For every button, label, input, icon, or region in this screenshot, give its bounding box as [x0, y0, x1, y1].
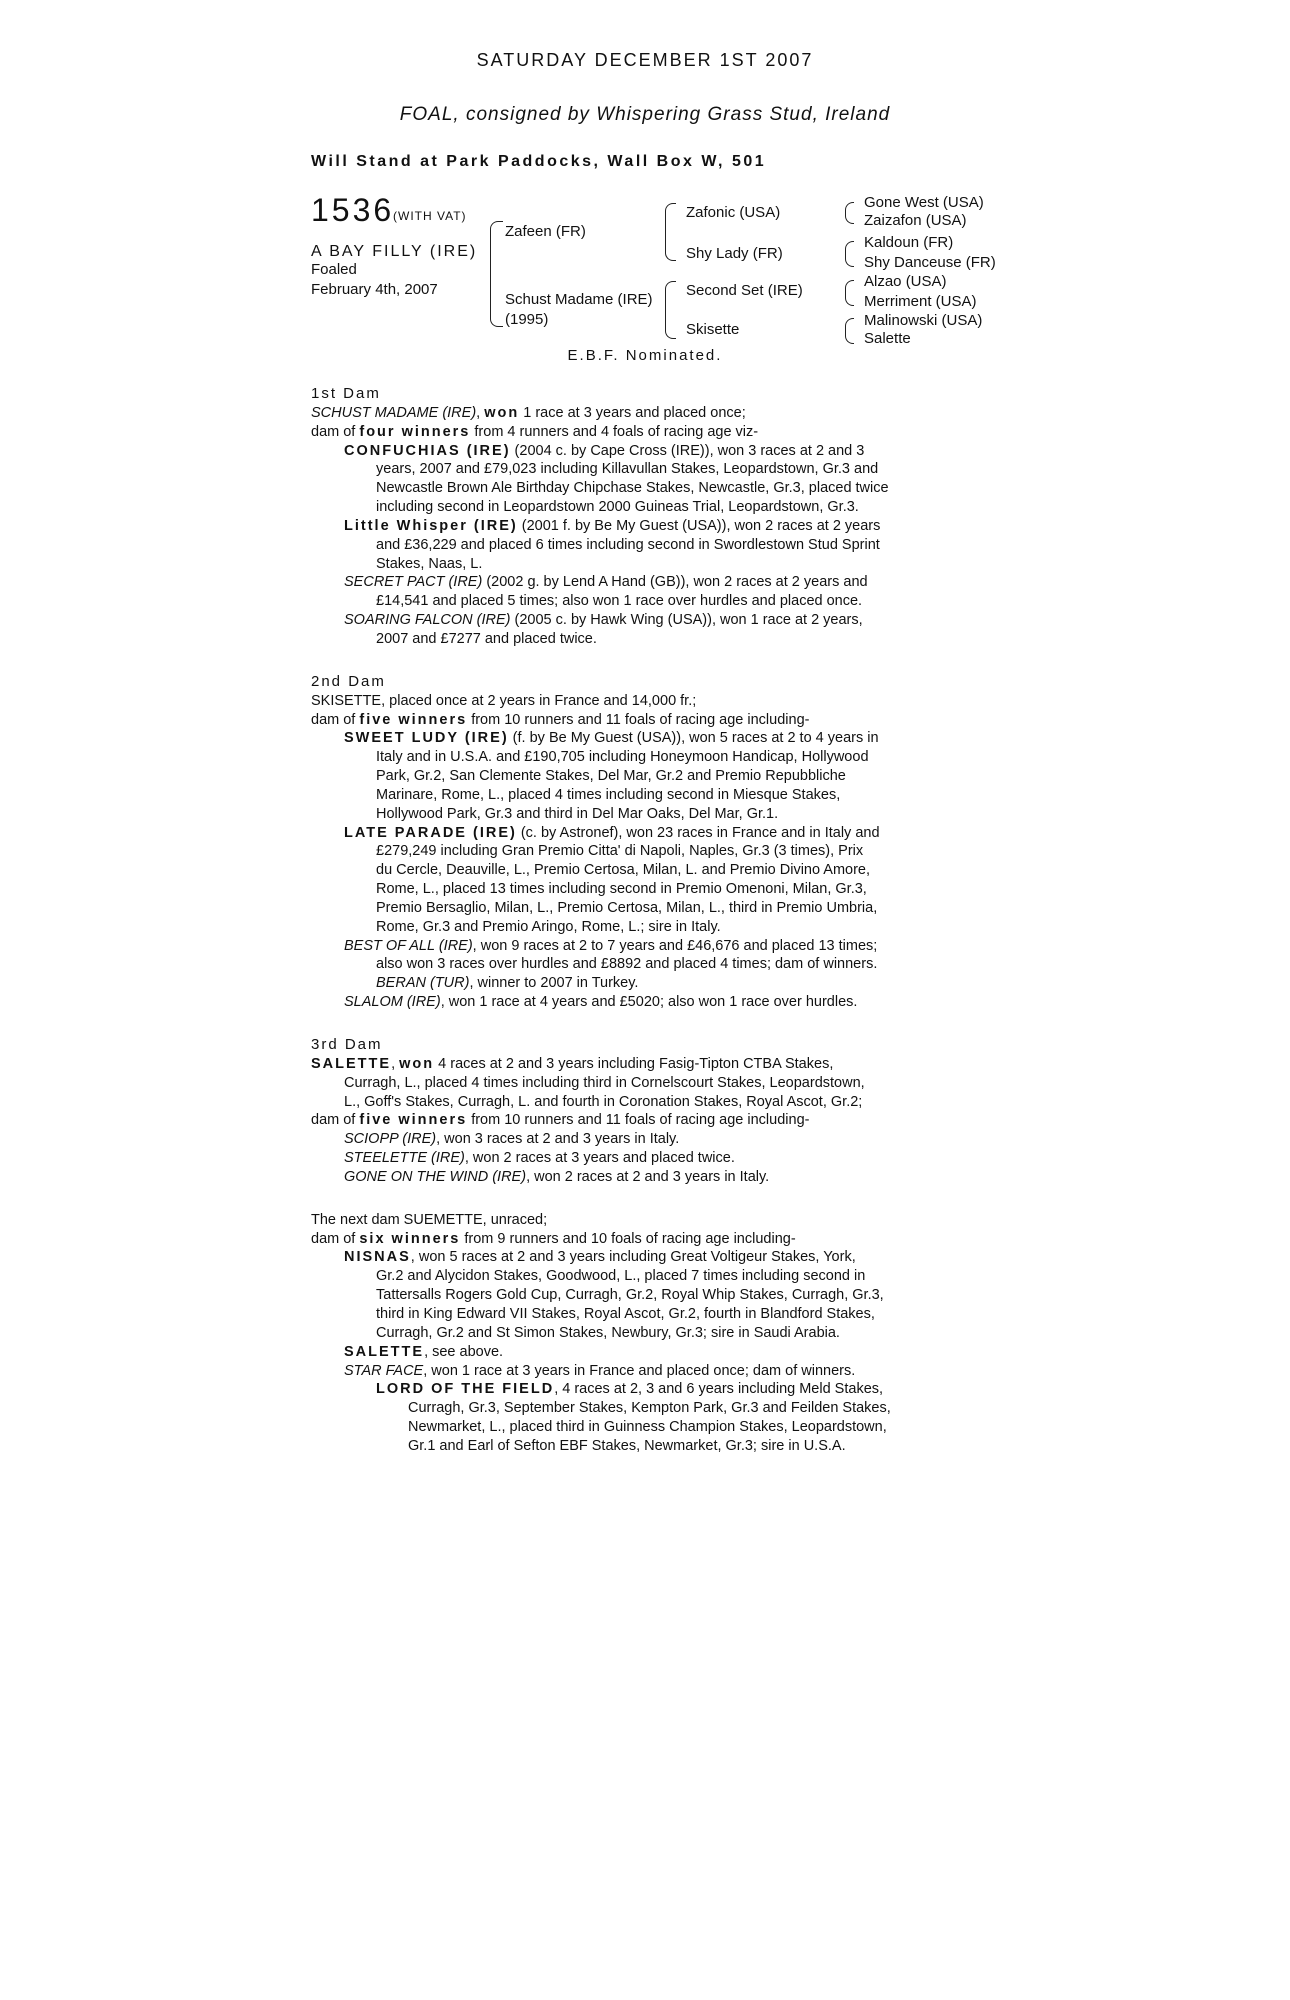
- third-dam-produce-line: dam of five winners from 10 runners and 11 foals of racing age including-: [311, 1112, 810, 1129]
- offspring-entry: SOARING FALCON (IRE) (2005 c. by Hawk Wing (USA)), won 1 race at 2 years,: [344, 612, 863, 629]
- third-dam-line: Curragh, L., placed 4 times including third in Cornelscourt Stakes, Leopardstown,: [344, 1074, 865, 1091]
- vat-note: (WITH VAT): [393, 209, 467, 223]
- offspring-entry-line: also won 3 races over hurdles and £8892 and placed 4 times; dam of winners.: [376, 956, 878, 973]
- offspring-entry-line: 2007 and £7277 and placed twice.: [376, 630, 597, 647]
- second-dam-produce-line: dam of five winners from 10 runners and 11 foals of racing age including-: [311, 711, 810, 728]
- pedigree-g6: Merriment (USA): [864, 293, 977, 310]
- pedigree-sire-dam: Shy Lady (FR): [686, 245, 783, 262]
- third-dam-heading: 3rd Dam: [311, 1036, 383, 1053]
- pedigree-sire: Zafeen (FR): [505, 223, 586, 240]
- pedigree-g1: Gone West (USA): [864, 194, 984, 211]
- offspring-entry-line: Hollywood Park, Gr.3 and third in Del Mar Oaks, Del Mar, Gr.1.: [376, 805, 779, 822]
- stand-location: Will Stand at Park Paddocks, Wall Box W, 501: [311, 153, 767, 170]
- offspring-entry-line: years, 2007 and £79,023 including Killavullan Stakes, Leopardstown, Gr.3 and: [376, 461, 879, 478]
- offspring-entry-line: third in King Edward VII Stakes, Royal Ascot, Gr.2, fourth in Blandford Stakes,: [376, 1305, 875, 1322]
- offspring-entry: SECRET PACT (IRE) (2002 g. by Lend A Hand (GB)), won 2 races at 2 years and: [344, 574, 868, 591]
- offspring-entry-line: Marinare, Rome, L., placed 4 times including second in Miesque Stakes,: [376, 786, 841, 803]
- offspring-entry: SALETTE, see above.: [344, 1343, 504, 1360]
- pedigree-dam: Schust Madame (IRE): [505, 291, 653, 308]
- offspring-entry: LORD OF THE FIELD, 4 races at 2, 3 and 6 years including Meld Stakes,: [376, 1381, 884, 1398]
- offspring-entry-line: du Cercle, Deauville, L., Premio Certosa, Milan, L. and Premio Divino Amore,: [376, 862, 871, 879]
- offspring-entry-line: Newmarket, L., placed third in Guinness Champion Stakes, Leopardstown,: [408, 1419, 887, 1436]
- offspring-entry: STAR FACE, won 1 race at 3 years in France and placed once; dam of winners.: [344, 1362, 856, 1379]
- first-dam-heading: 1st Dam: [311, 385, 381, 402]
- offspring-entry-line: including second in Leopardstown 2000 Guineas Trial, Leopardstown, Gr.3.: [376, 499, 859, 516]
- offspring-entry: STEELETTE (IRE), won 2 races at 3 years and placed twice.: [344, 1150, 735, 1167]
- second-dam-line: SKISETTE, placed once at 2 years in France and 14,000 fr.;: [311, 692, 697, 709]
- next-dam-line: The next dam SUEMETTE, unraced;: [311, 1211, 548, 1228]
- lot-number: 1536: [311, 192, 395, 228]
- pedigree-g3: Kaldoun (FR): [864, 234, 954, 251]
- offspring-entry: Little Whisper (IRE) (2001 f. by Be My Guest (USA)), won 2 races at 2 years: [344, 517, 881, 534]
- offspring-entry: BEST OF ALL (IRE), won 9 races at 2 to 7 years and £46,676 and placed 13 times;: [344, 937, 878, 954]
- pedigree-g4: Shy Danceuse (FR): [864, 254, 996, 271]
- offspring-entry-line: Rome, L., placed 13 times including second in Premio Omenoni, Milan, Gr.3,: [376, 881, 867, 898]
- pedigree-brace-g2: [845, 241, 854, 267]
- sale-date: SATURDAY DECEMBER 1ST 2007: [476, 50, 814, 70]
- offspring-entry-line: Tattersalls Rogers Gold Cup, Curragh, Gr.2, Royal Whip Stakes, Curragh, Gr.3,: [376, 1287, 884, 1304]
- pedigree-brace-parents: [490, 221, 503, 327]
- offspring-entry: CONFUCHIAS (IRE) (2004 c. by Cape Cross (IRE)), won 3 races at 2 and 3: [344, 442, 865, 459]
- lot-description: A BAY FILLY (IRE): [311, 243, 478, 260]
- offspring-entry-line: £279,249 including Gran Premio Citta' di Napoli, Naples, Gr.3 (3 times), Prix: [376, 843, 864, 860]
- pedigree-brace-sire: [665, 203, 676, 261]
- pedigree-dam-year: (1995): [505, 311, 549, 328]
- offspring-entry-line: Curragh, Gr.3, September Stakes, Kempton Park, Gr.3 and Feilden Stakes,: [408, 1400, 891, 1417]
- offspring-entry-line: and £36,229 and placed 6 times including second in Swordlestown Stud Sprint: [376, 536, 880, 553]
- offspring-entry-line: £14,541 and placed 5 times; also won 1 race over hurdles and placed once.: [376, 593, 863, 610]
- pedigree-sire-sire: Zafonic (USA): [686, 204, 781, 221]
- pedigree-brace-g3: [845, 280, 854, 306]
- third-dam-line: SALETTE, won 4 races at 2 and 3 years including Fasig-Tipton CTBA Stakes,: [311, 1055, 834, 1072]
- offspring-entry: SCIOPP (IRE), won 3 races at 2 and 3 years in Italy.: [344, 1131, 680, 1148]
- pedigree-dam-dam: Skisette: [686, 321, 740, 338]
- pedigree-g2: Zaizafon (USA): [864, 212, 967, 229]
- foaled-date: February 4th, 2007: [311, 281, 438, 298]
- next-dam-produce-line: dam of six winners from 9 runners and 10 foals of racing age including-: [311, 1230, 796, 1247]
- offspring-entry-line: Rome, Gr.3 and Premio Aringo, Rome, L.; sire in Italy.: [376, 918, 721, 935]
- pedigree-g7: Malinowski (USA): [864, 312, 983, 329]
- pedigree-dam-sire: Second Set (IRE): [686, 282, 803, 299]
- offspring-entry-line: Park, Gr.2, San Clemente Stakes, Del Mar, Gr.2 and Premio Repubbliche: [376, 768, 846, 785]
- pedigree-brace-dam: [665, 281, 676, 339]
- pedigree-brace-g4: [845, 318, 854, 344]
- offspring-entry: GONE ON THE WIND (IRE), won 2 races at 2 and 3 years in Italy.: [344, 1168, 770, 1185]
- offspring-entry-line: Newcastle Brown Ale Birthday Chipchase Stakes, Newcastle, Gr.3, placed twice: [376, 480, 889, 497]
- second-dam-heading: 2nd Dam: [311, 672, 386, 690]
- third-dam-line: L., Goff's Stakes, Curragh, L. and fourth in Coronation Stakes, Royal Ascot, Gr.2;: [344, 1093, 863, 1110]
- produce-record: [311, 385, 991, 1456]
- offspring-entry: SLALOM (IRE), won 1 race at 4 years and £5020; also won 1 race over hurdles.: [344, 994, 858, 1011]
- offspring-entry-line: BERAN (TUR), winner to 2007 in Turkey.: [376, 975, 639, 992]
- offspring-entry-line: Stakes, Naas, L.: [376, 555, 483, 572]
- consignment-line: FOAL, consigned by Whispering Grass Stud, Ireland: [399, 104, 891, 125]
- offspring-entry: LATE PARADE (IRE) (c. by Astronef), won 23 races in France and in Italy and: [344, 824, 880, 841]
- offspring-entry-line: Gr.1 and Earl of Sefton EBF Stakes, Newmarket, Gr.3; sire in U.S.A.: [408, 1437, 846, 1454]
- offspring-entry-line: Premio Bersaglio, Milan, L., Premio Certosa, Milan, L., third in Premio Umbria,: [376, 899, 878, 916]
- offspring-entry-line: Gr.2 and Alycidon Stakes, Goodwood, L., placed 7 times including second in: [376, 1268, 866, 1285]
- offspring-entry-line: Italy and in U.S.A. and £190,705 including Honeymoon Handicap, Hollywood: [376, 749, 869, 766]
- offspring-entry: SWEET LUDY (IRE) (f. by Be My Guest (USA)), won 5 races at 2 to 4 years in: [344, 730, 879, 747]
- first-dam-line: SCHUST MADAME (IRE), won 1 race at 3 years and placed once;: [311, 404, 746, 421]
- pedigree-g8: Salette: [864, 330, 911, 347]
- pedigree-brace-g1: [845, 202, 854, 224]
- ebf-nominated: E.B.F. Nominated.: [567, 347, 723, 364]
- pedigree-g5: Alzao (USA): [864, 273, 947, 290]
- offspring-entry-line: Curragh, Gr.2 and St Simon Stakes, Newbury, Gr.3; sire in Saudi Arabia.: [376, 1324, 840, 1341]
- offspring-entry: NISNAS, won 5 races at 2 and 3 years including Great Voltigeur Stakes, York,: [344, 1249, 856, 1266]
- first-dam-produce-line: dam of four winners from 4 runners and 4 foals of racing age viz-: [311, 423, 759, 440]
- foaled-label: Foaled: [311, 261, 357, 278]
